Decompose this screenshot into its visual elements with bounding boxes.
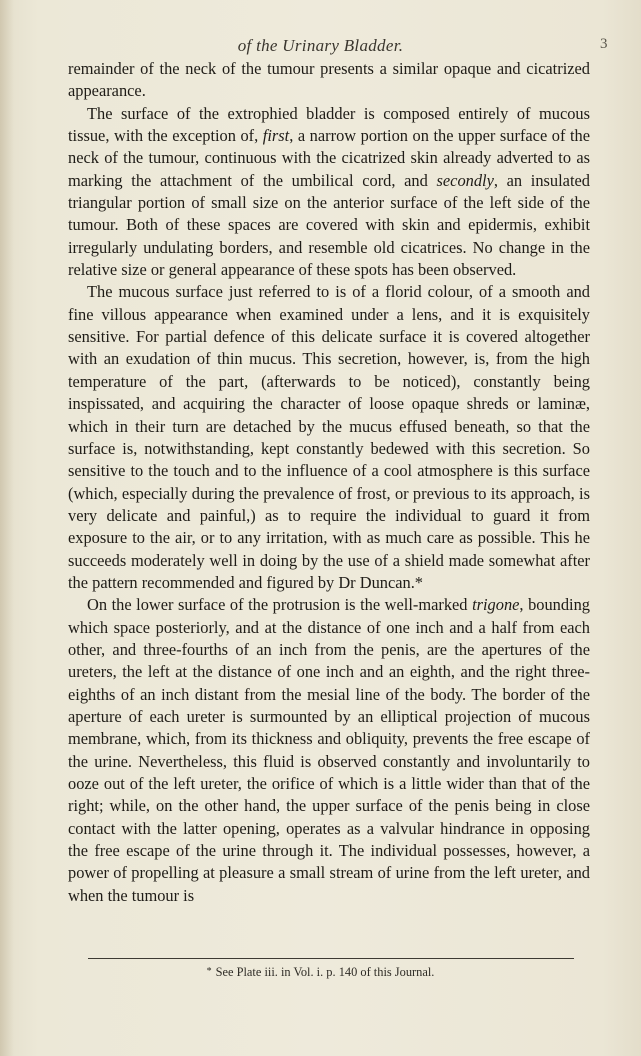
- text-run: remainder of the neck of the tumour presents a similar opaque and cicatrized appearance.: [68, 59, 590, 101]
- footnote-text: See Plate iii. in Vol. i. p. 140 of this Journal.: [215, 965, 435, 979]
- paragraph: [68, 58, 590, 103]
- text-run: On the lower surface of the protrusion is the well-marked: [87, 595, 473, 615]
- footnote: [0, 965, 641, 980]
- paragraph: [68, 103, 590, 282]
- italic-term: secondly: [436, 170, 494, 190]
- body-text: [68, 58, 590, 907]
- footnote-mark: *: [206, 966, 212, 977]
- paragraph: [68, 594, 590, 907]
- text-run: , a narrow portion on the upper surface of the neck of the tumour, continuous with the cicatrized skin already adverted to as marking the attachment of the umbilical cord, and: [68, 126, 590, 190]
- page-number: 3: [600, 36, 608, 52]
- text-run: The mucous surface just referred to is of a florid colour, of a smooth and fine villous appearance when examined under a lens, and it is exquisitely sensitive. For partial defence of this delicate surface it is covered altogether with an exudation of thin mucus. This secretion, however, is, from the high temperature of the part, (afterwards to be noticed), constantly being inspissated, and acquiring the character of loose opaque shreds or laminæ, which in their turn are detached by the mucus effused beneath, so that the surface is, notwithstanding, kept constantly bedewed with this secretion. So sensitive to the touch and to the influence of a cool atmosphere is this surface (which, especially during the prevalence of frost, or previous to its approach, is very delicate and painful,) as to require the individual to guard it from exposure to the air, or to any irritation, with as much care as possible. This he succeeds moderately well in doing by the use of a shield made somewhat after the pattern recommended and figured by Dr Duncan.*: [68, 282, 590, 592]
- text-run: The surface of the extrophied bladder is composed entirely of mucous tissue, with the exception of,: [68, 103, 590, 146]
- paragraph: [68, 281, 590, 594]
- italic-term: trigone: [472, 595, 520, 615]
- page-edge-shading: [0, 0, 14, 1056]
- text-run: , an insulated triangular portion of small size on the anterior surface of the left side of the tumour. Both of these spaces are covered with skin and epidermis, exhibit irregularly undulating borders, and resemble old cicatrices. No change in the relative size or general appearance of these spots has been observed.: [68, 170, 590, 280]
- running-title: of the Urinary Bladder.: [237, 36, 404, 55]
- italic-term: first: [262, 126, 290, 146]
- footnote-rule: [88, 958, 574, 959]
- text-run: , bounding which space posteriorly, and at the distance of one inch and a half from each other, and three-fourths of an inch from the penis, are the apertures of the ureters, the left at the distance of one inch and an eighth, and the right three-eighths of an inch distant from the mesial line of the body. The border of the aperture of each ureter is surmounted by an elliptical projection of mucous membrane, which, from its thickness and obliquity, prevents the free escape of the urine. Nevertheless, this fluid is observed constantly and involuntarily to ooze out of the left ureter, the orifice of which is a little wider than that of the right; while, on the other hand, the upper surface of the penis being in close contact with the latter opening, operates as a valvular hindrance in opposing the free escape of the urine through it. The individual possesses, however, a power of propelling at pleasure a small stream of urine from the left ureter, and when the tumour is: [68, 595, 590, 905]
